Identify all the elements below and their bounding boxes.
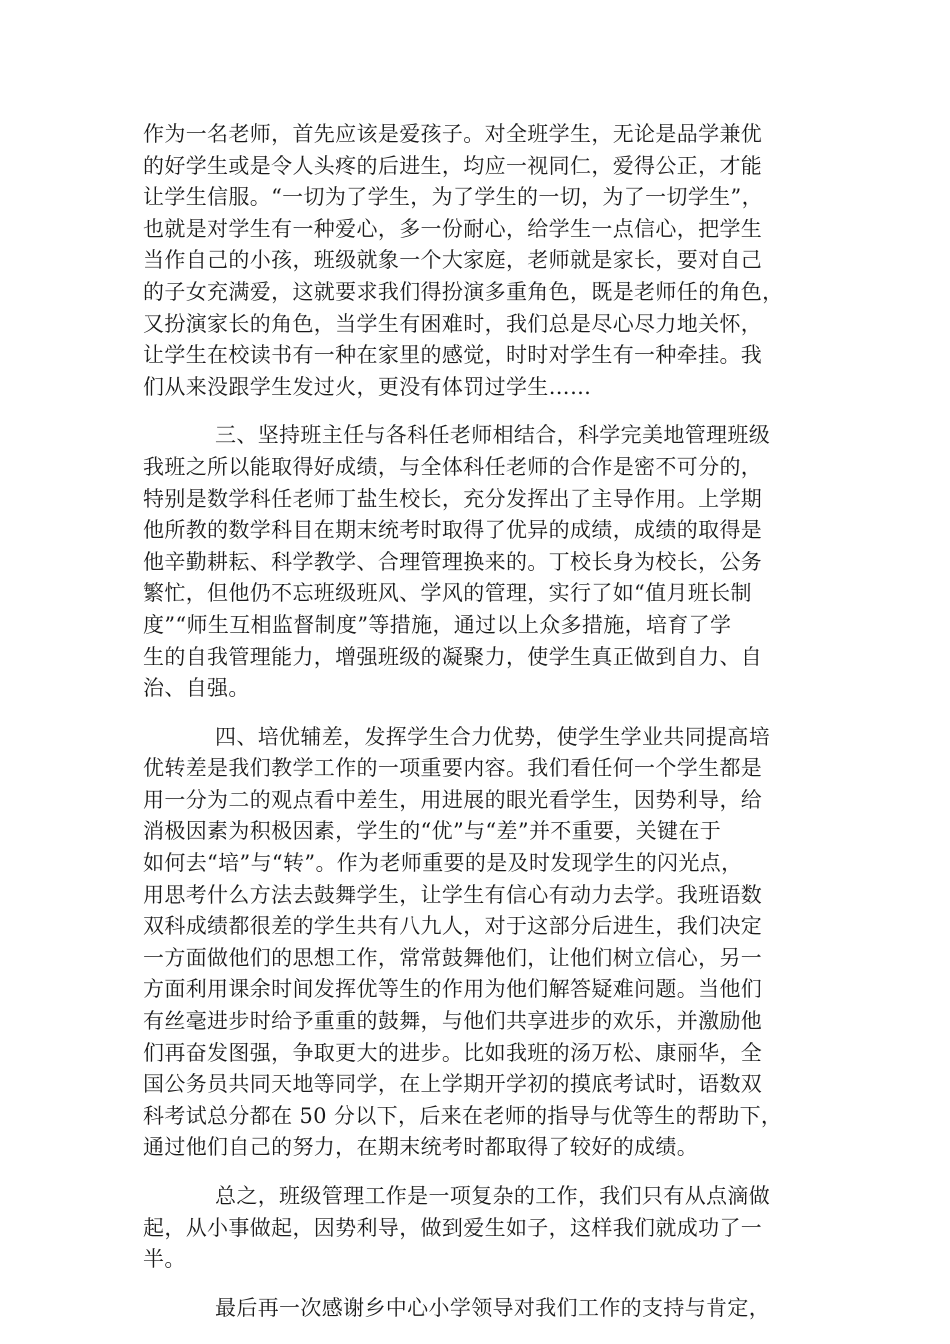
- text-line: 作为一名老师，首先应该是爱孩子。对全班学生，无论是品学兼优: [143, 122, 763, 146]
- text-line: 特别是数学科任老师丁盐生校长，充分发挥出了主导作用。上学期: [143, 486, 763, 511]
- text-line: 又扮演家长的角色，当学生有困难时，我们总是尽心尽力地关怀，: [143, 311, 763, 336]
- text-line: 的好学生或是令人头疼的后进生，均应一视同仁，爱得公正，才能: [143, 153, 763, 178]
- text-line: 们再奋发图强，争取更大的进步。比如我班的汤万松、康丽华，全: [143, 1040, 763, 1065]
- text-line: 一方面做他们的思想工作，常常鼓舞他们，让他们树立信心，另一: [143, 945, 763, 970]
- text-line: 繁忙，但他仍不忘班级班风、学风的管理，实行了如“值月班长制: [143, 581, 752, 606]
- text-line: 也就是对学生有一种爱心，多一份耐心，给学生一点信心，把学生: [143, 216, 763, 241]
- paragraph-gap: [143, 403, 809, 420]
- paragraph-gap: [143, 1276, 809, 1293]
- text-line: 的子女充满爱，这就要求我们得扮演多重角色，既是老师任的角色，: [143, 279, 784, 304]
- text-line: 科考试总分都在 50 分以下，后来在老师的指导与优等生的帮助下，: [143, 1103, 783, 1128]
- section-heading-line: 四、培优辅差，发挥学生合力优势，使学生学业共同提高培: [215, 724, 771, 749]
- paragraph-first-line: 最后再一次感谢乡中心小学领导对我们工作的支持与肯定，: [215, 1295, 771, 1320]
- paragraph-gap: [143, 705, 809, 722]
- text-line: 半。: [143, 1247, 186, 1272]
- text-line: 双科成绩都很差的学生共有八九人，对于这部分后进生，我们决定: [143, 914, 763, 939]
- text-line: 让学生信服。“一切为了学生，为了学生的一切，为了一切学生”，: [143, 185, 763, 210]
- paragraph-first-line: 总之，班级管理工作是一项复杂的工作，我们只有从点滴做: [215, 1184, 771, 1208]
- document-body: [143, 119, 809, 1324]
- text-line: 他所教的数学科目在期末统考时取得了优异的成绩，成绩的取得是: [143, 518, 763, 543]
- text-line: 让学生在校读书有一种在家里的感觉，时时对学生有一种牵挂。我: [143, 343, 763, 368]
- paragraph-gap: [143, 1164, 809, 1181]
- text-line: 当作自己的小孩，班级就象一个大家庭，老师就是家长，要对自己: [143, 248, 763, 273]
- text-line: 治、自强。: [143, 676, 250, 701]
- text-line: 通过他们自己的努力，在期末统考时都取得了较好的成绩。: [143, 1135, 699, 1160]
- text-line: 用思考什么方法去鼓舞学生，让学生有信心有动力去学。我班语数: [143, 882, 763, 907]
- text-line: 们从来没跟学生发过火，更没有体罚过学生……: [143, 374, 592, 399]
- text-line: 生的自我管理能力，增强班级的凝聚力，使学生真正做到自力、自: [143, 644, 763, 669]
- text-line: 国公务员共同天地等同学，在上学期开学初的摸底考试时，语数双: [143, 1072, 763, 1097]
- text-line: 起，从小事做起，因势利导，做到爱生如子，这样我们就成功了一: [143, 1215, 763, 1240]
- text-line: 如何去“培”与“转”。作为老师重要的是及时发现学生的闪光点，: [143, 851, 743, 876]
- text-line: 有丝毫进步时给予重重的鼓舞，与他们共享进步的欢乐，并激励他: [143, 1009, 763, 1034]
- text-line: 消极因素为积极因素，学生的“优”与“差”并不重要，关键在于: [143, 819, 722, 844]
- text-line: 方面利用课余时间发挥优等生的作用为他们解答疑难问题。当他们: [143, 977, 763, 1002]
- text-line: 用一分为二的观点看中差生，用进展的眼光看学生，因势利导，给: [143, 787, 763, 812]
- text-line: 优转差是我们教学工作的一项重要内容。我们看任何一个学生都是: [143, 756, 763, 781]
- text-line: 度”“师生互相监督制度”等措施，通过以上众多措施，培育了学: [143, 612, 732, 637]
- text-line: 我班之所以能取得好成绩，与全体科任老师的合作是密不可分的，: [143, 454, 763, 479]
- text-line: 他辛勤耕耘、科学教学、合理管理换来的。丁校长身为校长，公务: [143, 549, 763, 574]
- section-heading-line: 三、坚持班主任与各科任老师相结合，科学完美地管理班级: [215, 423, 771, 448]
